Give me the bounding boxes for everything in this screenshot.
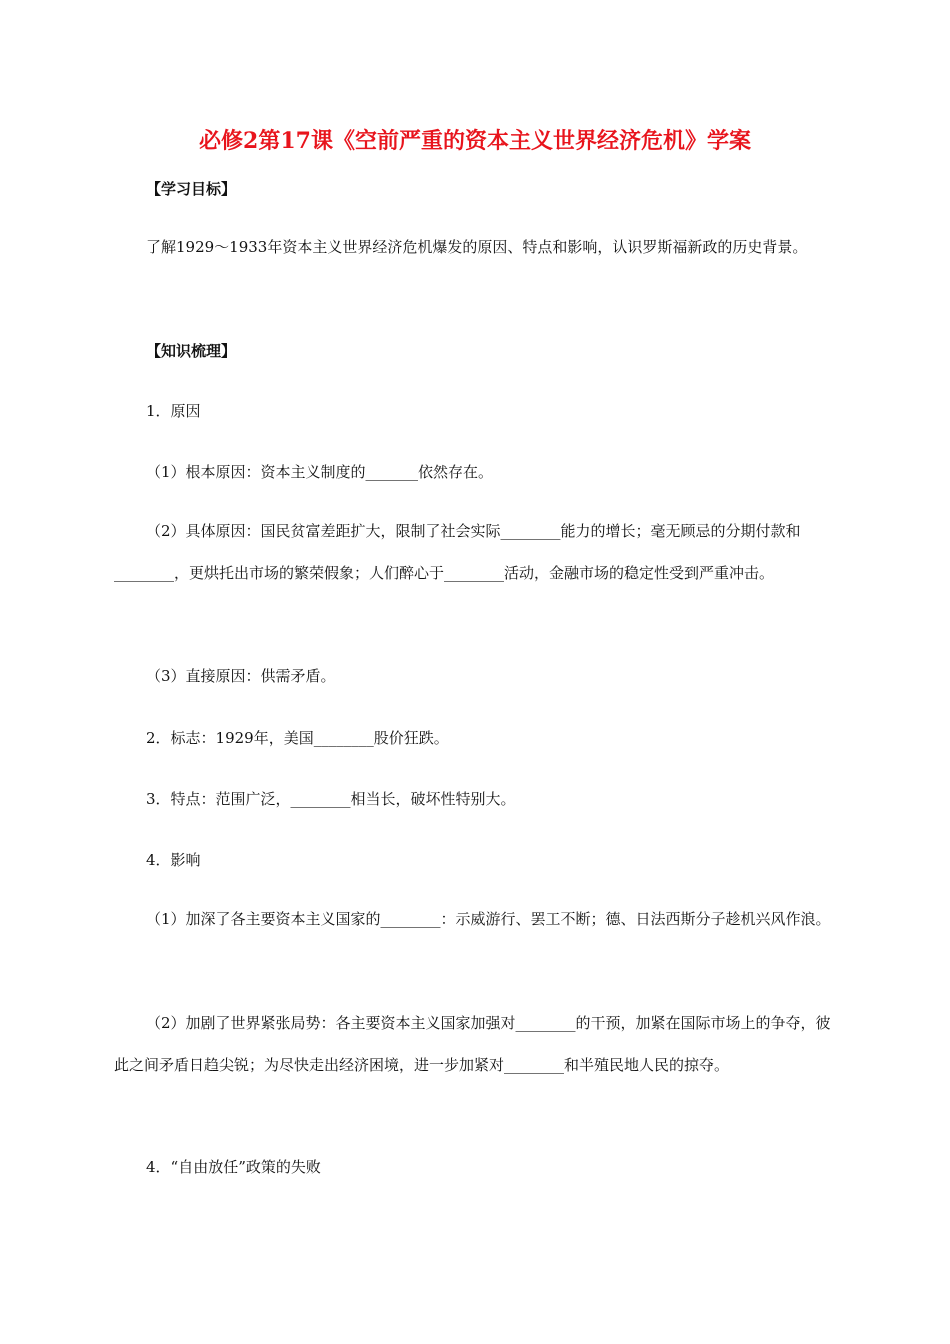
impact-title: 4．影响 (146, 851, 201, 869)
document-title: 必修2第17课《空前严重的资本主义世界经济危机》学案 (199, 128, 751, 154)
cause-direct: （3）直接原因：供需矛盾。 (146, 667, 336, 685)
objectives-text: 了解1929～1933年资本主义世界经济危机爆发的原因、特点和影响，认识罗斯福新政的历史背景。 (146, 238, 808, 256)
section-heading-objectives: 【学习目标】 (146, 180, 237, 198)
laissez-faire-title: 4．“自由放任”政策的失败 (146, 1158, 321, 1176)
impact-international: （2）加剧了世界紧张局势：各主要资本主义国家加强对________的干预，加紧在国际市场上的争夺，彼此之间矛盾日趋尖锐；为尽快走出经济困境，进一步加紧对________和半殖民地人民的掠夺。 (114, 1014, 831, 1074)
impact-domestic: （1）加深了各主要资本主义国家的________：示威游行、罢工不断；德、日法西斯分子趁机兴风作浪。 (146, 910, 831, 928)
cause-fundamental: （1）根本原因：资本主义制度的_______依然存在。 (146, 463, 494, 481)
crisis-sign: 2．标志：1929年，美国________股价狂跌。 (146, 729, 449, 747)
section-heading-knowledge: 【知识梳理】 (146, 342, 237, 360)
cause-title: 1．原因 (146, 402, 201, 420)
cause-specific: （2）具体原因：国民贫富差距扩大，限制了社会实际________能力的增长；毫无顾忌的分期付款和________，更烘托出市场的繁荣假象；人们醉心于________活动，金融市场的稳定性受到严重冲击。 (114, 522, 801, 582)
crisis-feature: 3．特点：范围广泛，________相当长，破坏性特别大。 (146, 790, 516, 808)
